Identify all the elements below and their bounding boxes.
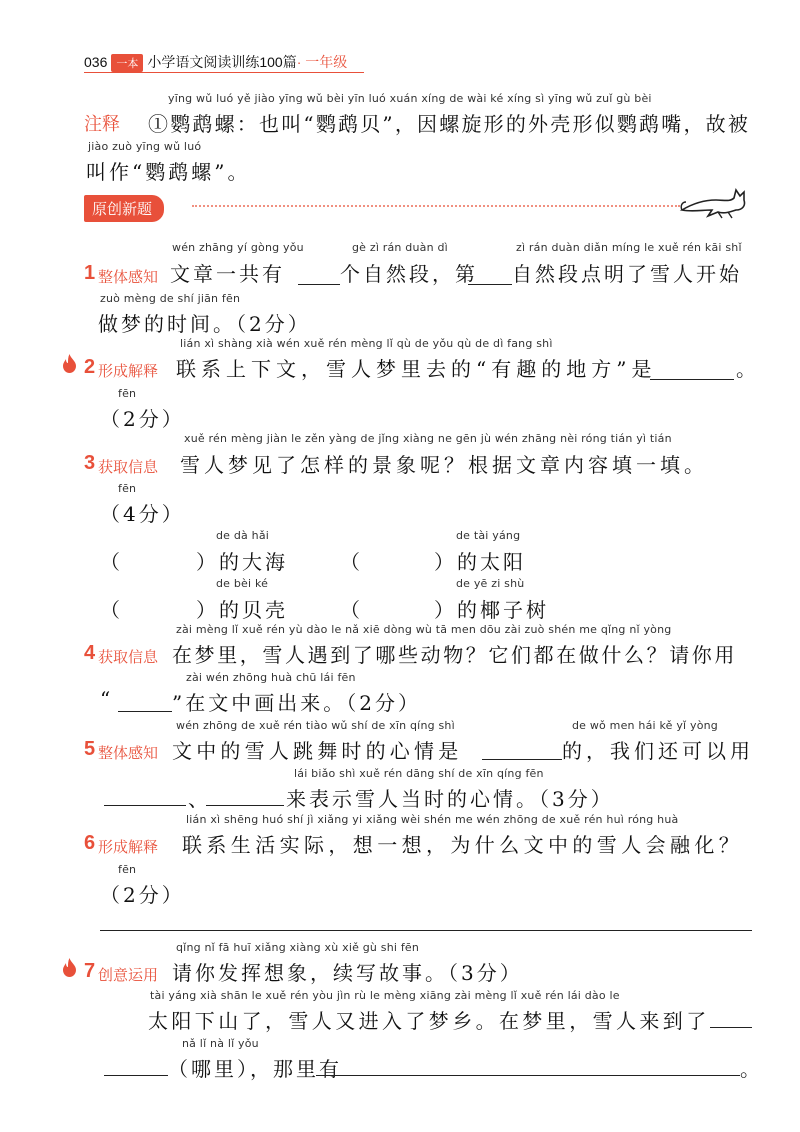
page-header [84, 52, 347, 72]
q4-symbol-blank[interactable] [118, 711, 172, 712]
q4-text-a: 在梦里，雪人遇到了哪些动物？它们都在做什么？请你用 [172, 643, 737, 667]
q1-tag: 整体感知 [98, 269, 159, 286]
q4-quote-open: “ [100, 687, 114, 711]
q7-text-b: 太阳下山了，雪人又进入了梦乡。在梦里，雪人来到了 [148, 1009, 710, 1033]
q4-pinyin-a: zài mèng lǐ xuě rén yù dào le nǎ xiē dòng wù tā men dōu zài zuò shén me qǐng nǐ yòng [176, 623, 672, 636]
q2-period: 。 [736, 357, 759, 381]
q6-text-a: 联系生活实际，想一想，为什么文中的雪人会融化？ [182, 833, 744, 857]
q7-blank-1[interactable] [710, 1027, 752, 1028]
q1-text-c: 自然段点明了雪人开始 [512, 262, 742, 286]
q3-item2-pinyin: de tài yáng [456, 529, 521, 542]
q6-number: 6 [84, 832, 96, 854]
q6-pinyin-a: lián xì shēng huó shí jì xiǎng yi xiǎng wèi shén me wén zhōng de xuě rén huì róng huà [186, 813, 679, 826]
q7-tag: 创意运用 [98, 967, 159, 984]
note-text-2: 叫作“鹦鹉螺”。 [86, 160, 251, 184]
q1-text-d: 做梦的时间。（2分） [98, 312, 311, 336]
section-title: 原创新题 [84, 195, 164, 222]
brand-logo: 一本 [111, 54, 143, 72]
q6-score: （2分） [100, 883, 185, 907]
page-number: 036 [84, 54, 108, 70]
q3-item4-text: ）的椰子树 [434, 598, 549, 622]
q3-item1-pinyin: de dà hǎi [216, 529, 270, 542]
q7-pinyin-b: tài yáng xià shān le xuě rén yòu jìn rù le mèng xiāng zài mèng lǐ xuě rén lái dào le [150, 989, 620, 1002]
q5-tag: 整体感知 [98, 745, 159, 762]
q3-text-a: 雪人梦见了怎样的景象呢？根据文章内容填一填。 [180, 453, 708, 477]
grade-label: · 一年级 [296, 54, 348, 70]
q1-blank-1[interactable] [298, 284, 340, 285]
q7-blank-2[interactable] [104, 1075, 168, 1076]
q1-pinyin-d: zuò mèng de shí jiān fēn [100, 292, 241, 305]
q7-text-c: （哪里），那里有 [168, 1057, 342, 1081]
q4-text-b: ”在文中画出来。（2分） [172, 691, 421, 715]
q2-pinyin-a: lián xì shàng xià wén xuě rén mèng lǐ qù de yǒu qù de dì fang shì [180, 337, 553, 350]
q4-number: 4 [84, 642, 96, 664]
q1-pinyin-a: wén zhāng yí gòng yǒu [172, 241, 304, 254]
q1-number: 1 [84, 262, 96, 284]
q1-pinyin-c: zì rán duàn diǎn míng le xuě rén kāi shǐ [516, 241, 742, 254]
q7-blank-3[interactable] [316, 1075, 740, 1076]
note-pinyin-2: jiào zuò yīng wǔ luó [88, 140, 202, 153]
q3-pinyin-a: xuě rén mèng jiàn le zěn yàng de jǐng xiàng ne gēn jù wén zhāng nèi róng tián yì tián [184, 432, 672, 445]
q2-answer-blank[interactable] [650, 379, 734, 380]
note-pinyin-1: yīng wǔ luó yě jiào yīng wǔ bèi yīn luó xuán xíng de wài ké xíng sì yīng wǔ zuǐ gù bèi [168, 92, 652, 105]
q7-number: 7 [84, 960, 96, 982]
q3-score: （4分） [100, 502, 185, 526]
q1-blank-2[interactable] [468, 284, 512, 285]
q6-tag: 形成解释 [98, 839, 159, 856]
book-title: 小学语文阅读训练100篇 [147, 54, 297, 70]
header-rule [84, 72, 364, 73]
q5-blank-2[interactable] [104, 805, 186, 806]
q1-pinyin-b: gè zì rán duàn dì [352, 241, 448, 254]
q5-text-b: 的，我们还可以用 [562, 739, 754, 763]
note-text-1: ①鹦鹉螺：也叫“鹦鹉贝”，因螺旋形的外壳形似鹦鹉嘴，故被 [148, 112, 751, 136]
q1-text-a: 文章一共有 [170, 262, 285, 286]
q3-pinyin-b: fēn [118, 482, 137, 495]
q3-paren-1[interactable]: （ [100, 550, 123, 574]
q5-pinyin-a: wén zhōng de xuě rén tiào wǔ shí de xīn qíng shì [176, 719, 455, 732]
cat-icon [678, 180, 750, 220]
q2-text-a: 联系上下文，雪人梦里去的“有趣的地方”是 [176, 357, 657, 381]
q5-pinyin-b: de wǒ men hái kě yǐ yòng [572, 719, 718, 732]
q5-sep: 、 [188, 787, 211, 811]
q3-paren-3[interactable]: （ [100, 598, 123, 622]
q2-number: 2 [84, 356, 96, 378]
q3-item1-text: ）的大海 [196, 550, 288, 574]
q2-tag: 形成解释 [98, 363, 159, 380]
q3-tag: 获取信息 [98, 459, 159, 476]
q1-text-b: 个自然段，第 [340, 262, 478, 286]
q4-tag: 获取信息 [98, 649, 159, 666]
q3-item2-text: ）的太阳 [434, 550, 526, 574]
q6-pinyin-b: fēn [118, 863, 137, 876]
q6-answer-line[interactable] [100, 930, 752, 931]
q3-item4-pinyin: de yē zi shù [456, 577, 525, 590]
q7-text-a: 请你发挥想象，续写故事。（3分） [172, 961, 523, 985]
q3-number: 3 [84, 452, 96, 474]
note-label: 注释 [84, 114, 120, 134]
q5-blank-3[interactable] [206, 805, 284, 806]
section-divider [192, 205, 680, 207]
q3-paren-4[interactable]: （ [340, 598, 363, 622]
q5-blank-1[interactable] [482, 759, 562, 760]
q3-item3-text: ）的贝壳 [196, 598, 288, 622]
flame-icon [62, 958, 77, 977]
flame-icon [62, 354, 77, 373]
q3-item3-pinyin: de bèi ké [216, 577, 269, 590]
q5-text-a: 文中的雪人跳舞时的心情是 [172, 739, 463, 763]
q7-pinyin-a: qǐng nǐ fā huī xiǎng xiàng xù xiě gù shi fēn [176, 941, 420, 954]
q2-score: （2分） [100, 407, 185, 431]
q3-paren-2[interactable]: （ [340, 550, 363, 574]
q7-pinyin-c: nǎ lǐ nà lǐ yǒu [182, 1037, 259, 1050]
q5-text-c: 来表示雪人当时的心情。（3分） [286, 787, 614, 811]
q7-period: 。 [740, 1057, 763, 1081]
q5-pinyin-c: lái biǎo shì xuě rén dāng shí de xīn qíng fēn [294, 767, 544, 780]
q4-pinyin-b: zài wén zhōng huà chū lái fēn [186, 671, 356, 684]
q5-number: 5 [84, 738, 96, 760]
q2-pinyin-b: fēn [118, 387, 137, 400]
